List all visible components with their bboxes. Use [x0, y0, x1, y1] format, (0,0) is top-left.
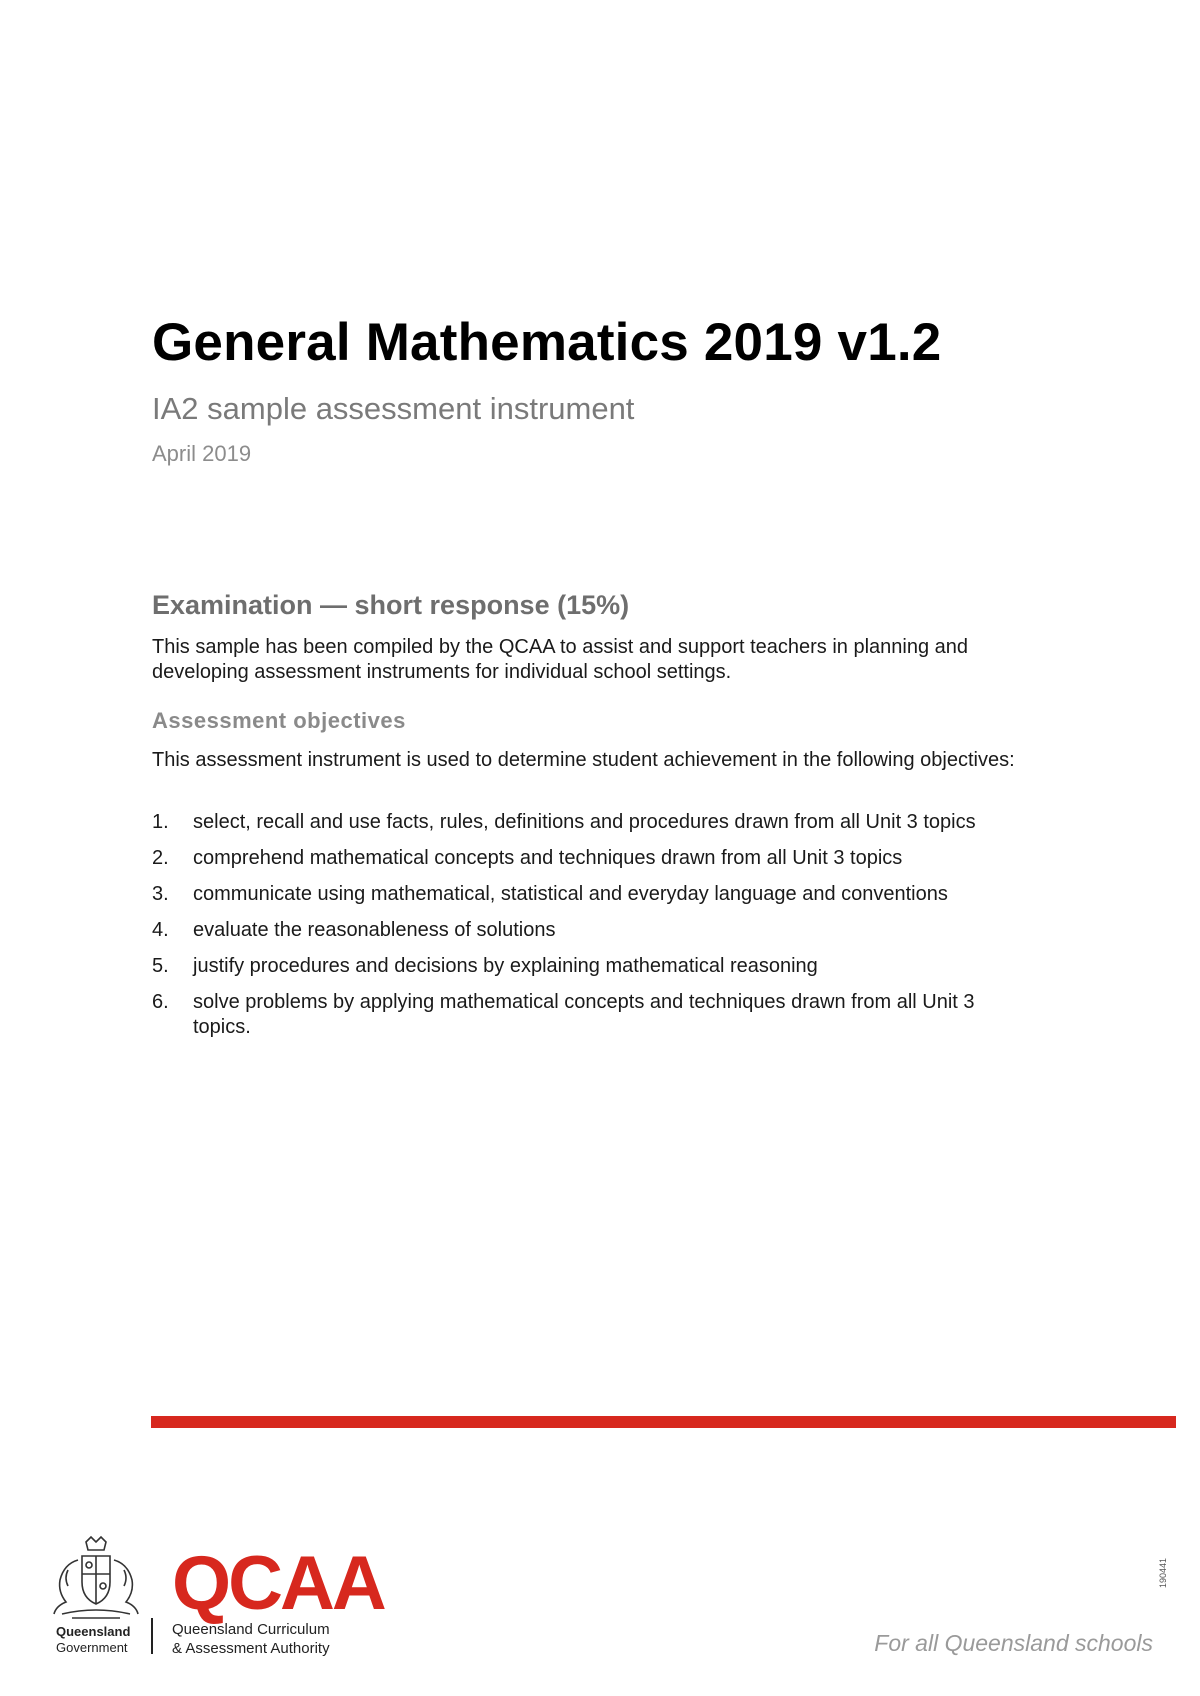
qcaa-full-name: [172, 1620, 330, 1658]
objectives-intro: This assessment instrument is used to determine student achievement in the following objectives:: [152, 749, 1015, 771]
list-item-number: 3.: [152, 883, 169, 905]
list-item-text: solve problems by applying mathematical concepts and techniques drawn from all Unit 3 topics.: [193, 991, 975, 1038]
qcaa-name-line-2: & Assessment Authority: [172, 1640, 330, 1657]
list-item-text: select, recall and use facts, rules, definitions and procedures drawn from all Unit 3 topics: [193, 811, 976, 833]
qcaa-logo: QCAA: [172, 1541, 384, 1626]
objectives-list: [152, 810, 1032, 1051]
list-item: [152, 810, 1032, 835]
footer-red-rule: [151, 1416, 1176, 1428]
section-intro: This sample has been compiled by the QCAA to assist and support teachers in planning and developing assessment instruments for individual school settings.: [152, 636, 969, 683]
list-item-number: 1.: [152, 811, 169, 833]
list-item: [152, 882, 1032, 907]
section-heading: Examination — short response (15%): [152, 590, 630, 620]
list-item-number: 4.: [152, 919, 169, 941]
list-item: [152, 990, 1032, 1040]
list-item: [152, 954, 1032, 979]
list-item-number: 2.: [152, 847, 169, 869]
queensland-government-wordmark: [56, 1624, 130, 1656]
objectives-heading: Assessment objectives: [152, 708, 406, 733]
government-state-label: Queensland: [56, 1624, 131, 1639]
list-item-text: communicate using mathematical, statistical and everyday language and conventions: [193, 883, 948, 905]
list-item-text: justify procedures and decisions by explaining mathematical reasoning: [193, 955, 818, 977]
list-item: [152, 918, 1032, 943]
list-item-number: 6.: [152, 991, 169, 1013]
footer-tagline: For all Queensland schools: [874, 1630, 1153, 1656]
document-code: 190441: [1158, 1557, 1168, 1588]
list-item-number: 5.: [152, 955, 169, 977]
document-subtitle: IA2 sample assessment instrument: [152, 391, 635, 426]
list-item: [152, 846, 1032, 871]
queensland-coat-of-arms-icon: [48, 1534, 144, 1622]
document-date: April 2019: [152, 441, 252, 466]
logo-divider: [151, 1618, 153, 1654]
page-title: General Mathematics 2019 v1.2: [152, 313, 942, 372]
qcaa-name-line-1: Queensland Curriculum: [172, 1621, 330, 1638]
government-label: Government: [56, 1640, 128, 1655]
list-item-text: comprehend mathematical concepts and techniques drawn from all Unit 3 topics: [193, 847, 903, 869]
list-item-text: evaluate the reasonableness of solutions: [193, 919, 556, 941]
